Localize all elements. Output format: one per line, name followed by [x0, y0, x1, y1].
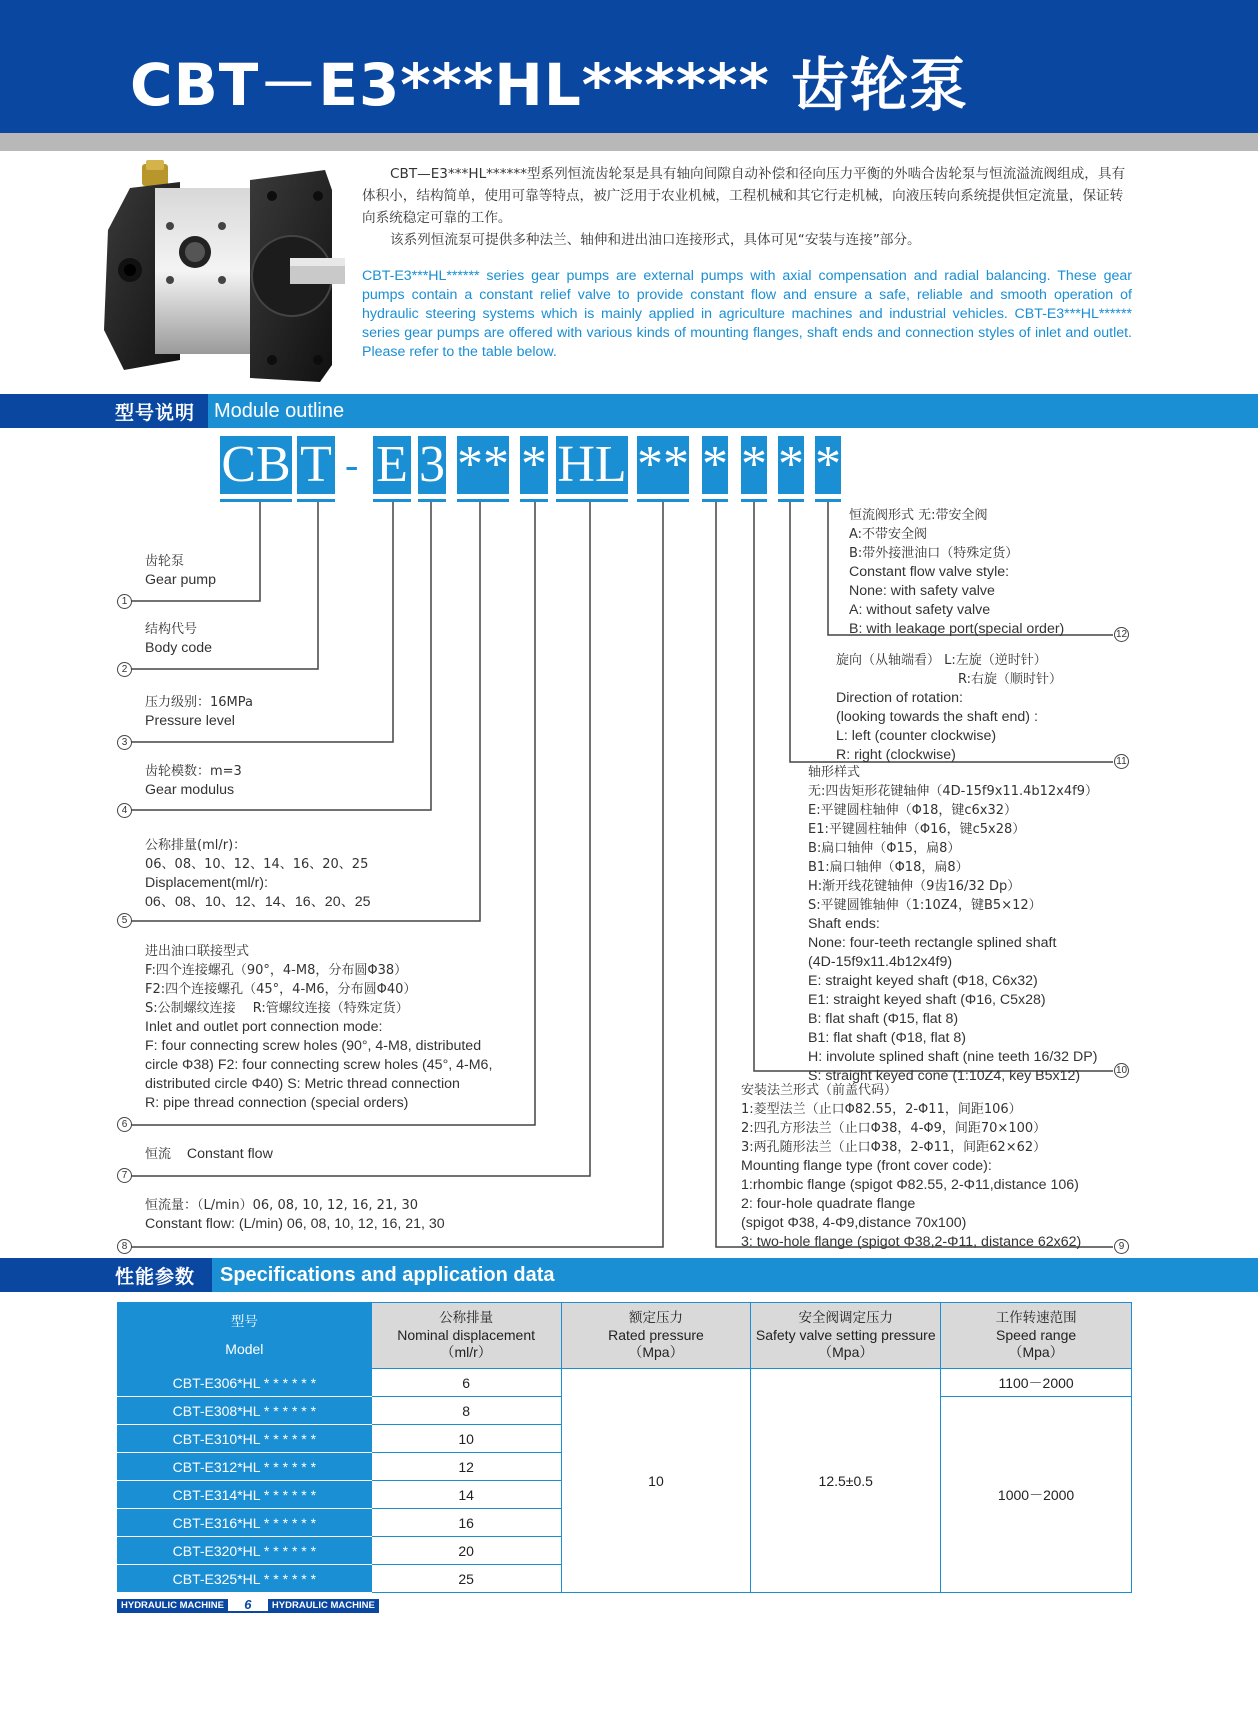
item-1-desc: [145, 552, 216, 590]
col-header-safety-pressure: [751, 1303, 941, 1369]
code-box-3: 3: [419, 436, 445, 493]
disp-header-cn: 公称排量: [439, 1310, 494, 1326]
displacement-cell: 10: [371, 1425, 561, 1453]
item-10-cn-7: H:渐开线花键轴伸（9齿16/32 Dp）: [808, 879, 1021, 894]
speed-range-cell: 1100－2000: [941, 1369, 1132, 1397]
speed-header-cn: 工作转速范围: [995, 1310, 1077, 1326]
speed-header-unit: （Mpa）: [1008, 1344, 1064, 1360]
item-11-en-2: (looking towards the shaft end) :: [836, 709, 1038, 725]
item-5-en-1: Displacement(ml/r):: [145, 875, 268, 891]
item-6-desc: [145, 942, 492, 1113]
item-6-en-4: distributed circle Φ40) S: Metric thread connection: [145, 1076, 460, 1092]
item-6-number: 6: [117, 1117, 132, 1132]
item-8-desc: [145, 1196, 445, 1234]
code-box-e: E: [373, 436, 411, 494]
press-header-en: Rated pressure: [608, 1327, 704, 1343]
item-11-cn-2: R:右旋（顺时针）: [958, 672, 1063, 687]
item-7-cn: 恒流: [145, 1147, 172, 1162]
item-9-cn-1: 安装法兰形式（前盖代码）: [741, 1083, 898, 1098]
rated-pressure-cell: 10: [561, 1369, 751, 1593]
model-cell: CBT-E310*HL * * * * * *: [118, 1425, 372, 1453]
item-6-en-5: R: pipe thread connection (special orders): [145, 1095, 409, 1111]
displacement-cell: 12: [371, 1453, 561, 1481]
item-2-number: 2: [117, 662, 132, 677]
item-10-cn-4: E1:平键圆柱轴伸（Φ16，键c5x28）: [808, 822, 1026, 837]
item-12-en-3: A: without safety valve: [849, 602, 991, 618]
press-header-unit: （Mpa）: [628, 1344, 684, 1360]
code-box-hl: HL: [557, 436, 627, 493]
col-header-rated-pressure: [561, 1303, 751, 1369]
item-9-number: 9: [1114, 1239, 1129, 1254]
intro-cn-paragraph-2: 该系列恒流泵可提供多种法兰、轴伸和进出油口连接形式，具体可见“安装与连接”部分。: [390, 232, 921, 248]
safe-header-unit: （Mpa）: [818, 1344, 874, 1360]
item-12-en-4: B: with leakage port(special order): [849, 621, 1065, 637]
code-box-valve: *: [815, 436, 841, 493]
item-10-cn-1: 轴形样式: [808, 765, 861, 780]
item-10-en-4: E: straight keyed shaft (Φ18, C6x32): [808, 973, 1038, 989]
item-12-en-1: Constant flow valve style:: [849, 564, 1010, 580]
code-box-port: *: [521, 436, 547, 493]
item-10-en-9: S: straight keyed cone (1:10Z4, key B5x12): [808, 1068, 1081, 1084]
item-10-en-6: B: flat shaft (Φ15, flat 8): [808, 1011, 959, 1027]
item-4-number: 4: [117, 803, 132, 818]
gear-pump-image: [100, 160, 370, 385]
code-box-cb: CB: [221, 436, 291, 493]
model-cell: CBT-E308*HL * * * * * *: [118, 1397, 372, 1425]
section-bar-module-outline: [0, 394, 1258, 428]
item-9-cn-2: 1:菱型法兰（止口Φ82.55，2-Φ11，间距106）: [741, 1102, 1022, 1117]
code-dash: -: [345, 442, 359, 487]
disp-header-unit: （ml/r）: [440, 1344, 492, 1360]
section-title-cn: 型号说明: [115, 402, 196, 424]
table-header-row: [118, 1303, 1132, 1369]
item-1-number: 1: [117, 594, 132, 609]
code-box-t: T: [297, 436, 335, 494]
item-9-en-1: Mounting flange type (front cover code):: [741, 1158, 992, 1174]
item-2-cn: 结构代号: [145, 622, 198, 637]
item-11-en-3: L: left (counter clockwise): [836, 728, 997, 744]
footer-label-right: HYDRAULIC MACHINE: [268, 1599, 379, 1613]
item-11-cn-1: 旋向（从轴端看） L:左旋（逆时针）: [836, 653, 1047, 668]
speed-header-en: Speed range: [995, 1327, 1077, 1343]
item-4-cn: 齿轮模数：m=3: [145, 764, 242, 779]
item-7-en: Constant flow: [186, 1146, 273, 1162]
section-title-en: Specifications and application data: [220, 1264, 555, 1286]
model-cell: CBT-E325*HL * * * * * *: [118, 1565, 372, 1593]
item-5-desc: [145, 836, 371, 912]
item-3-cn: 压力级别：16MPa: [145, 695, 253, 710]
section-title-cn: 性能参数: [115, 1266, 196, 1288]
displacement-cell: 16: [371, 1509, 561, 1537]
item-11-number: 11: [1114, 754, 1129, 769]
item-12-desc: [849, 506, 1064, 639]
item-5-en-2: 06、08、10、12、14、16、20、25: [145, 894, 371, 910]
item-11-desc: [836, 651, 1062, 765]
speed-range-cell: 1000－2000: [941, 1397, 1132, 1593]
model-cell: CBT-E316*HL * * * * * *: [118, 1509, 372, 1537]
item-6-en-1: Inlet and outlet port connection mode:: [145, 1019, 383, 1035]
col-header-model: [118, 1303, 372, 1369]
item-10-cn-3: E:平键圆柱轴伸（Φ18，键c6x32）: [808, 803, 1018, 818]
press-header-cn: 额定压力: [628, 1310, 683, 1326]
item-12-cn-3: B:带外接泄油口（特殊定货）: [849, 546, 1019, 561]
intro-chinese: [362, 163, 1132, 251]
item-10-cn-5: B:扁口轴伸（Φ15，扁8）: [808, 841, 961, 856]
item-12-cn-2: A:不带安全阀: [849, 527, 928, 542]
spec-table: [117, 1302, 1132, 1593]
displacement-cell: 8: [371, 1397, 561, 1425]
item-12-number: 12: [1115, 629, 1128, 640]
col-header-speed-range: [941, 1303, 1132, 1369]
item-4-en: Gear modulus: [145, 782, 235, 798]
model-header-en: Model: [225, 1340, 264, 1357]
item-3-desc: [145, 693, 253, 731]
displacement-cell: 25: [371, 1565, 561, 1593]
item-6-en-2: F: four connecting screw holes (90°, 4-M8, distributed: [145, 1038, 482, 1054]
item-6-cn-1: 进出油口联接型式: [145, 944, 250, 959]
safety-pressure-cell: 12.5±0.5: [751, 1369, 941, 1593]
code-box-flow: **: [637, 436, 689, 493]
item-2-desc: [145, 620, 212, 658]
item-10-en-7: B1: flat shaft (Φ18, flat 8): [808, 1030, 966, 1046]
item-6-cn-2: F:四个连接螺孔（90°，4-M8，分布圆Φ38）: [145, 963, 408, 978]
section-title-en: Module outline: [214, 400, 345, 422]
safe-header-en: Safety valve setting pressure: [755, 1327, 936, 1343]
item-3-en: Pressure level: [145, 713, 235, 729]
model-cell: CBT-E312*HL * * * * * *: [118, 1453, 372, 1481]
item-10-cn-6: B1:扁口轴伸（Φ18，扁8）: [808, 860, 969, 875]
item-6-cn-4: S:公制螺纹连接 R:管螺纹连接（特殊定货）: [145, 1001, 409, 1016]
col-header-displacement: [371, 1303, 561, 1369]
table-row: [118, 1369, 1132, 1397]
item-10-en-3: (4D-15f9x11.4b12x4f9): [808, 954, 953, 970]
item-7-number: 7: [117, 1168, 132, 1183]
item-10-en-8: H: involute splined shaft (nine teeth 16/32 DP): [808, 1049, 1098, 1065]
item-6-cn-3: F2:四个连接螺孔（45°，4-M6，分布圆Φ40）: [145, 982, 417, 997]
item-9-en-4: (spigot Φ38, 4-Φ9,distance 70x100): [741, 1215, 967, 1231]
item-9-en-5: 3: two-hole flange (spigot Φ38,2-Φ11, distance 62x62): [741, 1234, 1082, 1250]
item-10-desc: [808, 763, 1098, 1086]
page-number: 6: [228, 1599, 268, 1613]
item-10-en-2: None: four-teeth rectangle splined shaft: [808, 935, 1057, 951]
page-title: CBT－E3***HL****** 齿轮泵: [130, 51, 968, 119]
item-12-en-2: None: with safety valve: [849, 583, 995, 599]
model-cell: CBT-E306*HL * * * * * *: [118, 1369, 372, 1397]
item-9-cn-4: 3:两孔随形法兰（止口Φ38，2-Φ11，间距62×62）: [741, 1140, 1047, 1155]
code-box-shaft: *: [741, 436, 767, 493]
item-5-cn-2: 06、08、10、12、14、16、20、25: [145, 857, 369, 872]
displacement-cell: 6: [371, 1369, 561, 1397]
code-box-displacement: **: [457, 436, 509, 493]
item-9-cn-3: 2:四孔方形法兰（止口Φ38，4-Φ9，间距70×100）: [741, 1121, 1047, 1136]
displacement-cell: 14: [371, 1481, 561, 1509]
header-gray-strip: [0, 133, 1258, 151]
safe-header-cn: 安全阀调定压力: [798, 1310, 893, 1326]
item-5-cn-1: 公称排量(ml/r)：: [145, 838, 247, 853]
footer-label-left: HYDRAULIC MACHINE: [117, 1599, 228, 1613]
item-8-en: Constant flow: (L/min) 06, 08, 10, 12, 16, 21, 30: [145, 1216, 445, 1232]
item-9-en-2: 1:rhombic flange (spigot Φ82.55, 2-Φ11,distance 106): [741, 1177, 1079, 1193]
disp-header-en: Nominal displacement: [397, 1327, 535, 1343]
model-cell: CBT-E320*HL * * * * * *: [118, 1537, 372, 1565]
intro-english: CBT-E3***HL****** series gear pumps are external pumps with axial compensation and radial balancing. These gear pumps contain a constant relief valve to provide constant flow and ensure a safe, reliable and smooth operation of hydraulic steering systems which is mainly applied in agriculture machines and industrial vehicles. CBT-E3***HL****** series gear pumps are offered with various kinds of mounting flanges, shaft ends and connection styles of inlet and outlet. Please refer to the table below.: [362, 268, 1132, 360]
displacement-cell: 20: [371, 1537, 561, 1565]
item-12-cn-1: 恒流阀形式 无:带安全阀: [849, 508, 988, 523]
item-7-desc: [145, 1144, 273, 1164]
item-5-number: 5: [117, 913, 132, 928]
item-11-en-4: R: right (clockwise): [836, 747, 956, 763]
item-1-en: Gear pump: [145, 572, 216, 588]
code-box-flange: *: [702, 436, 728, 493]
section-bar-specifications: [0, 1258, 1258, 1292]
model-header-cn: 型号: [230, 1313, 258, 1330]
item-1-cn: 齿轮泵: [145, 554, 185, 569]
item-10-number: 10: [1115, 1065, 1128, 1076]
item-9-desc: [741, 1081, 1081, 1252]
item-4-desc: [145, 762, 242, 800]
item-8-cn: 恒流量：（L/min）06, 08, 10, 12, 16, 21, 30: [145, 1198, 419, 1213]
item-11-en-1: Direction of rotation:: [836, 690, 963, 706]
item-10-cn-2: 无:四齿矩形花键轴伸（4D-15f9x11.4b12x4f9）: [808, 784, 1098, 799]
item-2-en: Body code: [145, 640, 213, 656]
item-3-number: 3: [117, 735, 132, 750]
item-9-en-3: 2: four-hole quadrate flange: [741, 1196, 916, 1212]
code-box-rotation: *: [778, 436, 804, 493]
intro-cn-paragraph-1: CBT—E3***HL******型系列恒流齿轮泵是具有轴向间隙自动补偿和径向压力平衡的外啮合齿轮泵与恒流溢流阀组成，具有体积小，结构简单，使用可靠等特点，被广泛用于农业机械，工程机械和其它行走机械，向液压转向系统提供恒定流量，保证转向系统稳定可靠的工作。: [362, 166, 1126, 226]
item-10-cn-8: S:平键圆锥轴伸（1:10Z4，键B5×12）: [808, 898, 1042, 913]
item-8-number: 8: [117, 1239, 132, 1254]
item-10-en-1: Shaft ends:: [808, 916, 880, 932]
item-10-en-5: E1: straight keyed shaft (Φ16, C5x28): [808, 992, 1046, 1008]
model-cell: CBT-E314*HL * * * * * *: [118, 1481, 372, 1509]
page-footer: [117, 1599, 379, 1613]
item-6-en-3: circle Φ38) F2: four connecting screw holes (45°, 4-M6,: [145, 1057, 493, 1073]
